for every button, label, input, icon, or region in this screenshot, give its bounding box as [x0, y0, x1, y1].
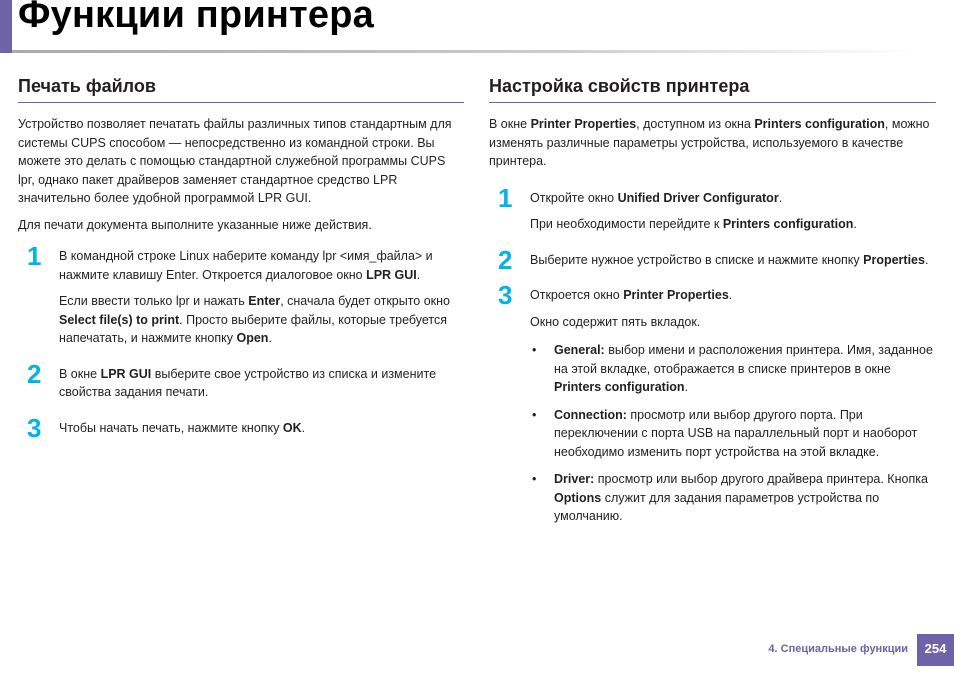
tabs-list — [530, 341, 936, 526]
list-item-connection: • Connection: просмотр или выбор другого порта. При переключении с порта USB на параллельный порт и наоборот необходимо изменить порт устройства на этой вкладке. — [532, 407, 918, 459]
step-number: 1 — [498, 182, 513, 213]
step-number: 2 — [27, 358, 42, 389]
section-heading-printer-properties: Настройка свойств принтера — [489, 72, 936, 103]
right-intro-paragraph: В окне Printer Properties, доступном из окна Printers configuration, можно изменять различные параметры устройства, используемого в качестве принтера. — [489, 117, 930, 168]
left-intro-paragraph: Устройство позволяет печатать файлы различных типов стандартным для системы CUPS способом — непосредственно из командной строки. Вы можете это делать с помощью стандартной служебной программы CUPS lpr, однако пакет драйверов заменяет стандартное средство LPR значительно более удобной программой LPR GUI. — [18, 117, 452, 205]
step-text: В командной строке Linux наберите команду lpr <имя_файла> и нажмите клавишу Enter. Откроется диалоговое окно LPR GUI. — [59, 249, 433, 282]
title-accent-bar — [0, 0, 12, 53]
step-text: Откройте окно Unified Driver Configurator. — [530, 190, 783, 205]
section-heading-print-files: Печать файлов — [18, 72, 464, 103]
step-text: В окне LPR GUI выберите свое устройство из списка и измените свойства задания печати. — [59, 366, 437, 399]
page-number-badge: 254 — [917, 634, 954, 666]
bullet-icon: • — [532, 343, 537, 357]
step-number: 3 — [498, 280, 513, 310]
step-number: 2 — [498, 244, 513, 275]
step-text: Откроется окно Printer Properties. — [530, 288, 733, 302]
right-step-2 — [489, 244, 936, 275]
title-underline — [12, 50, 917, 53]
step-number: 1 — [27, 241, 42, 271]
left-step-2 — [18, 358, 464, 402]
footer-chapter-label: 4. Специальные функции — [768, 643, 908, 655]
left-step-1 — [18, 241, 464, 348]
bullet-icon: • — [532, 472, 537, 486]
left-step-3 — [18, 412, 464, 443]
step-note: Если ввести только lpr и нажать Enter, сначала будет открыто окно Select file(s) to print. Просто выберите файлы, которые требуется напечатать, и нажмите кнопку Open. — [59, 294, 451, 345]
right-column — [489, 72, 936, 526]
bullet-icon: • — [532, 407, 537, 422]
list-item-driver: • Driver: просмотр или выбор другого драйвера принтера. Кнопка Options служит для задания параметров устройства по умолчанию. — [532, 472, 928, 523]
step-text: Выберите нужное устройство в списке и нажмите кнопку Properties. — [530, 252, 929, 267]
right-step-3 — [489, 280, 936, 526]
page-title: Функции принтера — [18, 0, 374, 36]
step-note: Окно содержит пять вкладок. — [530, 314, 701, 329]
step-number: 3 — [27, 412, 42, 443]
left-column — [18, 72, 464, 443]
right-step-1 — [489, 182, 936, 234]
list-item-general: • General: выбор имени и расположения принтера. Имя, заданное на этой вкладке, отображается в списке принтеров в окне Printers configuration. — [532, 343, 933, 394]
step-text: Чтобы начать печать, нажмите кнопку OK. — [59, 420, 306, 435]
step-note: При необходимости перейдите к Printers configuration. — [530, 217, 857, 231]
left-intro-instruction: Для печати документа выполните указанные ниже действия. — [18, 217, 372, 232]
